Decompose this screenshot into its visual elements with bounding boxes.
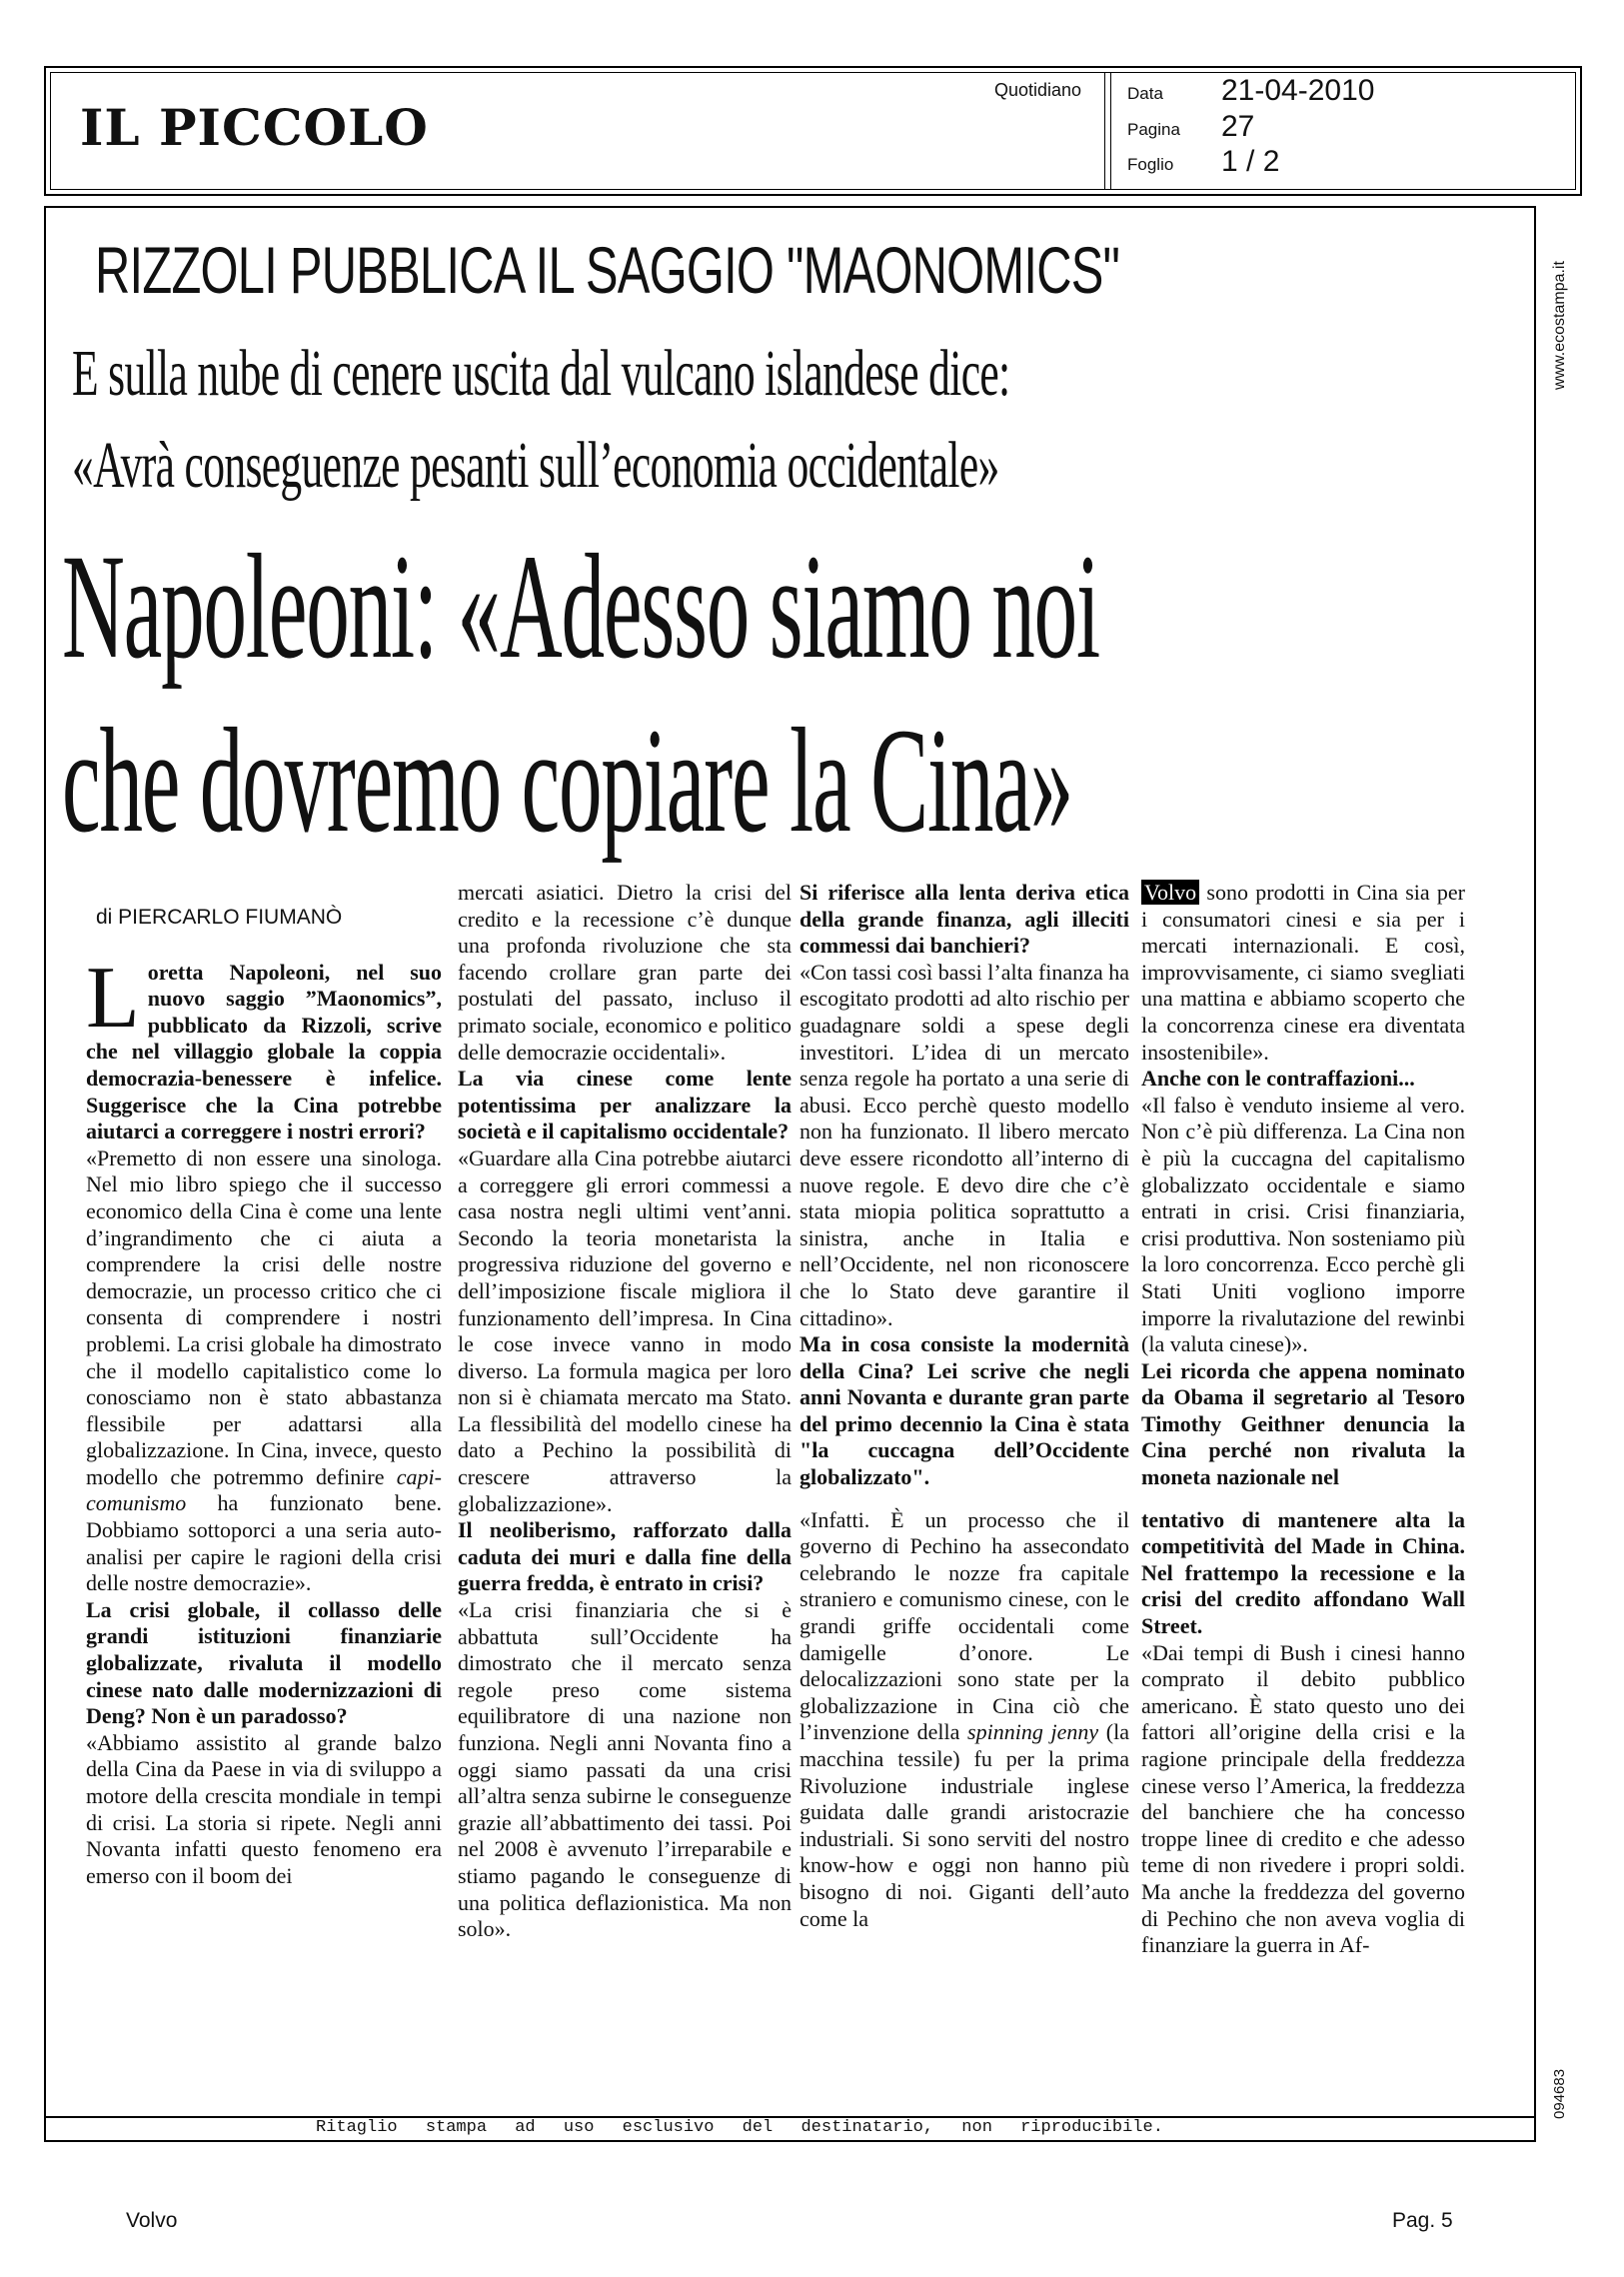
kicker: RIZZOLI PUBBLICA IL SAGGIO "MAONOMICS" xyxy=(95,233,1120,307)
drop-cap: L xyxy=(86,949,140,1047)
intro-question: oretta Napoleoni, nel suo nuovo saggio ”Maonomics”, pubblicato da Rizzoli, scrive che nel villaggio globale la coppia democrazia-benessere è infelice. Suggerisce che la Cina potrebbe aiutarci a correggere i nostri errori? xyxy=(86,959,442,1144)
answer-paragraph: sono prodotti in Cina sia per i consumatori cinesi e sia per i mercati internazionali. E così, improvvisamente, ci siamo svegliati una mattina e abbiamo scoperto che la concorrenza cinese era diventata insostenibile». xyxy=(1141,880,1465,1065)
headline-line-2: che dovremo copiare la Cina» xyxy=(62,698,1073,864)
question: Lei ricorda che appena nominato da Obama il segretario al Tesoro Timothy Geithner denuncia la Cina perché non rivaluta la moneta nazionale nel xyxy=(1141,1357,1465,1490)
question: La crisi globale, il collasso delle grandi istituzioni finanziarie globalizzate, rivaluta il modello cinese nato dalle modernizzazioni di Deng? Non è un paradosso? xyxy=(86,1596,442,1729)
column-2 xyxy=(458,880,792,1943)
date-label: Data xyxy=(1127,84,1163,103)
column-4 xyxy=(1141,880,1465,1959)
column-3 xyxy=(800,880,1129,1932)
side-credit xyxy=(1551,220,1571,390)
side-credit-text: www.ecostampa.it xyxy=(1551,261,1568,390)
answer-paragraph: «Con tassi così bassi l’alta finanza ha escogitato prodotti ad alto rischio per guadagnare soldi a spese degli investitori. L’idea di un mercato senza regole ha portato a una serie di abusi. Ecco perchè questo modello non ha funzionato. Il libero mercato deve essere ricondotto all’interno di nuove regole. E devo dire che c’è stata miopia politica soprattutto a sinistra, anche in Italia e nell’Occidente, nel non riconoscere che lo Stato deve garantire il cittadino». xyxy=(800,959,1129,1330)
brand-highlight: Volvo xyxy=(1141,880,1199,905)
question: tentativo di mantenere alta la competitività del Made in China. Nel frattempo la recessione e la crisi del credito affondano Wall Street. xyxy=(1141,1506,1465,1639)
answer-paragraph: «Infatti. È un processo che il governo di Pechino ha assecondato celebrando le nozze fra capitale straniero e comunismo cinese, con le grandi griffe occidentali come damigelle d’onore. Le delocalizzazioni sono state per la globalizzazione in Cina ciò che l’invenzione della xyxy=(800,1506,1129,1745)
page-label: Pagina xyxy=(1127,120,1180,139)
publication-type: Quotidiano xyxy=(994,80,1082,100)
answer-paragraph: «Abbiamo assistito al grande balzo della Cina da Paese in via di sviluppo a motore della crescita mondiale in tempi di crisi. La storia si ripete. Negli anni Novanta infatti questo fenomeno era emerso con il boom dei xyxy=(86,1729,442,1888)
footer-page: Pag. 5 xyxy=(1392,2209,1453,2232)
answer-paragraph: mercati asiatici. Dietro la crisi del credito e la recessione c’è dunque una profonda rivoluzione che sta facendo crollare gran parte dei postulati del passato, incluso il primato sociale, economico e politico delle democrazie occidentali». xyxy=(458,880,792,1065)
answer-paragraph: «Il falso è venduto insieme al vero. Non c’è più differenza. La Cina non è più la cuccagna del capitalismo globalizzato occidentale e siamo entrati in crisi. Crisi finanziaria, crisi produttiva. Non sosteniamo più la loro concorrenza. Ecco perchè gli Stati Uniti vogliono imporre imporre la rivalutazione del rewinbi (la valuta cinese)». xyxy=(1141,1092,1465,1357)
deck-line-1: E sulla nube di cenere uscita dal vulcano islandese dice: xyxy=(72,337,1010,410)
copyright-note: Ritaglio stampa ad uso esclusivo del destinatario, non riproducibile. xyxy=(44,2118,1536,2142)
answer-paragraph: (la macchina tessile) fu per la prima Rivoluzione industriale inglese guidata dalle grandi aristocrazie industriali. Si sono serviti del nostro know-how e oggi non hanno più bisogno di noi. Giganti dell’auto come la xyxy=(800,1719,1129,1931)
answer-paragraph: ha funzionato bene. Dobbiamo sottoporci a una seria auto-analisi per capire le ragioni della crisi delle nostre democrazie». xyxy=(86,1490,442,1596)
question: Si riferisce alla lenta deriva etica della grande finanza, agli illeciti commessi dai banchieri? xyxy=(800,880,1129,959)
byline: di PIERCARLO FIUMANÒ xyxy=(96,906,343,929)
side-code-text: 094683 xyxy=(1551,2068,1568,2119)
italic-term: spinning jenny xyxy=(967,1719,1099,1745)
question: Ma in cosa consiste la modernità della Cina? Lei scrive che negli anni Novanta e durante gran parte del primo decennio la Cina è stata "la cuccagna dell’Occidente globalizzato". xyxy=(800,1331,1129,1490)
sheet-label: Foglio xyxy=(1127,155,1174,174)
question: La via cinese come lente potentissima per analizzare la società e il capitalismo occidentale? xyxy=(458,1066,792,1144)
sheet-value: 1 / 2 xyxy=(1221,145,1280,178)
headline-line-1: Napoleoni: «Adesso siamo noi xyxy=(62,524,1099,690)
header-divider xyxy=(1110,72,1111,190)
deck-line-2: «Avrà conseguenze pesanti sull’economia occidentale» xyxy=(72,429,999,502)
header-divider xyxy=(1104,72,1105,190)
page-value: 27 xyxy=(1221,110,1255,143)
answer-paragraph: «Dai tempi di Bush i cinesi hanno comprato il debito pubblico americano. È stato questo uno dei fattori all’origine della crisi e la ragione principale della freddezza cinese verso l’America, la freddezza del banchiere che ha concesso troppe linee di credito e che adesso teme di non rivedere i propri soldi. Ma anche la freddezza del governo di Pechino che non aveva voglia di finanziare la guerra in Af- xyxy=(1141,1639,1465,1958)
masthead: IL PICCOLO xyxy=(80,98,429,157)
question: Anche con le contraffazioni... xyxy=(1141,1066,1415,1092)
answer-paragraph: «Premetto di non essere una sinologa. Nel mio libro spiego che il successo economico della Cina è come una lente d’ingrandimento che ci aiuta a comprendere la crisi delle nostre democrazie, un processo critico che ci consenta di comprendere i nostri problemi. La crisi globale ha dimostrato che il modello capitalistico come lo conosciamo non è stato abbastanza flessibile per adattarsi alla globalizzazione. In Cina, invece, questo modello che potremmo definire xyxy=(86,1144,442,1489)
answer-paragraph: «Guardare alla Cina potrebbe aiutarci a correggere gli errori commessi a casa nostra negli ultimi vent’anni. Secondo la teoria monetarista la progressiva riduzione del governo e dell’imposizione fiscale migliora il funzionamento dell’impresa. In Cina le cose invece vanno in modo diverso. La formula magica per loro non si è chiamata mercato ma Stato. La flessibilità del modello cinese ha dato a Pechino la possibilità di crescere attraverso la globalizzazione». xyxy=(458,1144,792,1516)
answer-paragraph: «La crisi finanziaria che si è abbattuta sull’Occidente ha dimostrato che il mercato senza regole preso come sistema equilibratore di una nazione non funziona. Negli anni Novanta fino a oggi siamo passati da una crisi all’altra senza subirne le conseguenze grazie all’abbattimento dei tassi. Poi nel 2008 è avvenuto l’irreparabile e stiamo pagando le conseguenze di una politica deflazionistica. Ma non solo». xyxy=(458,1597,792,1942)
question: Il neoliberismo, rafforzato dalla caduta dei muri e dalla fine della guerra fredda, è entrato in crisi? xyxy=(458,1517,792,1596)
column-1 xyxy=(86,880,442,1889)
italic-term: capi-comunismo xyxy=(86,1463,442,1516)
footer-client: Volvo xyxy=(126,2209,178,2232)
date-value: 21-04-2010 xyxy=(1221,74,1375,107)
side-code xyxy=(1551,2049,1571,2119)
